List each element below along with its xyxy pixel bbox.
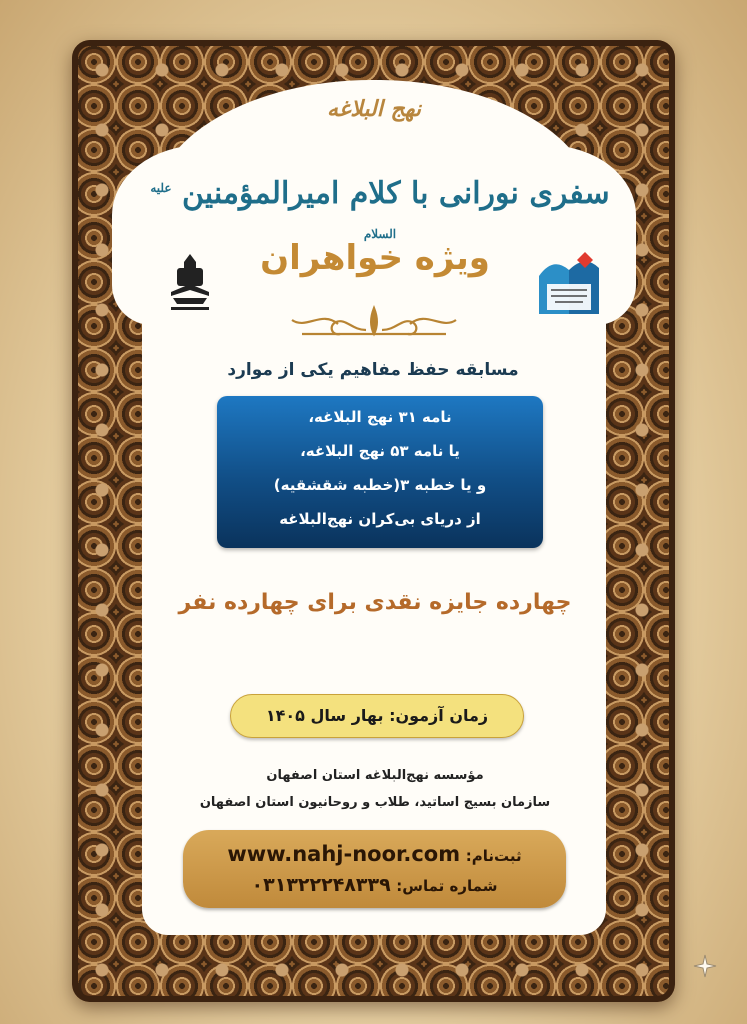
gold-ornament-divider-icon [282,300,466,342]
background-calligraphy-left [0,300,80,550]
intro-text: مسابقه حفظ مفاهیم یکی از موارد [227,360,519,380]
phone-label: شماره تماس: [396,877,498,895]
option-item: از دریای بی‌کران نهج‌البلاغه [279,510,481,528]
quran-institute-logo-icon [163,250,217,314]
phone-number: ۰۳۱۳۲۲۲۴۸۳۳۹ [251,874,391,896]
option-item: یا نامه ۵۳ نهج البلاغه، [300,442,460,460]
organizer-line: مؤسسه نهج‌البلاغه استان اصفهان [266,768,484,783]
organizer-line: سازمان بسیج اساتید، طلاب و روحانیون استان اصفهان [199,795,551,810]
options-box [217,396,543,548]
phone-row [183,874,566,896]
registration-url-link[interactable]: www.nahj-noor.com [227,842,461,866]
option-item: و یا خطبه ۳(خطبه شقشقیه) [273,476,487,494]
prize-announcement: چهارده جایزه نقدی برای چهارده نفر [178,590,572,615]
exam-date-text: زمان آزمون: بهار سال ۱۴۰۵ [265,706,489,725]
title-text: سفری نورانی با کلام امیرالمؤمنین [181,176,610,211]
brand-calligraphy: نهج البلاغه [326,96,421,122]
honorific-text: علیه السلام [150,181,397,241]
sparkle-icon [693,954,717,978]
registration-box [183,830,566,908]
exam-date-badge [230,694,524,738]
option-item: نامه ۳۱ نهج البلاغه، [308,408,452,426]
registration-row [183,842,566,866]
basij-organization-logo-icon [533,248,605,320]
poster-subtitle: ویژه خواهران [260,238,490,278]
registration-label: ثبت‌نام: [465,847,522,865]
